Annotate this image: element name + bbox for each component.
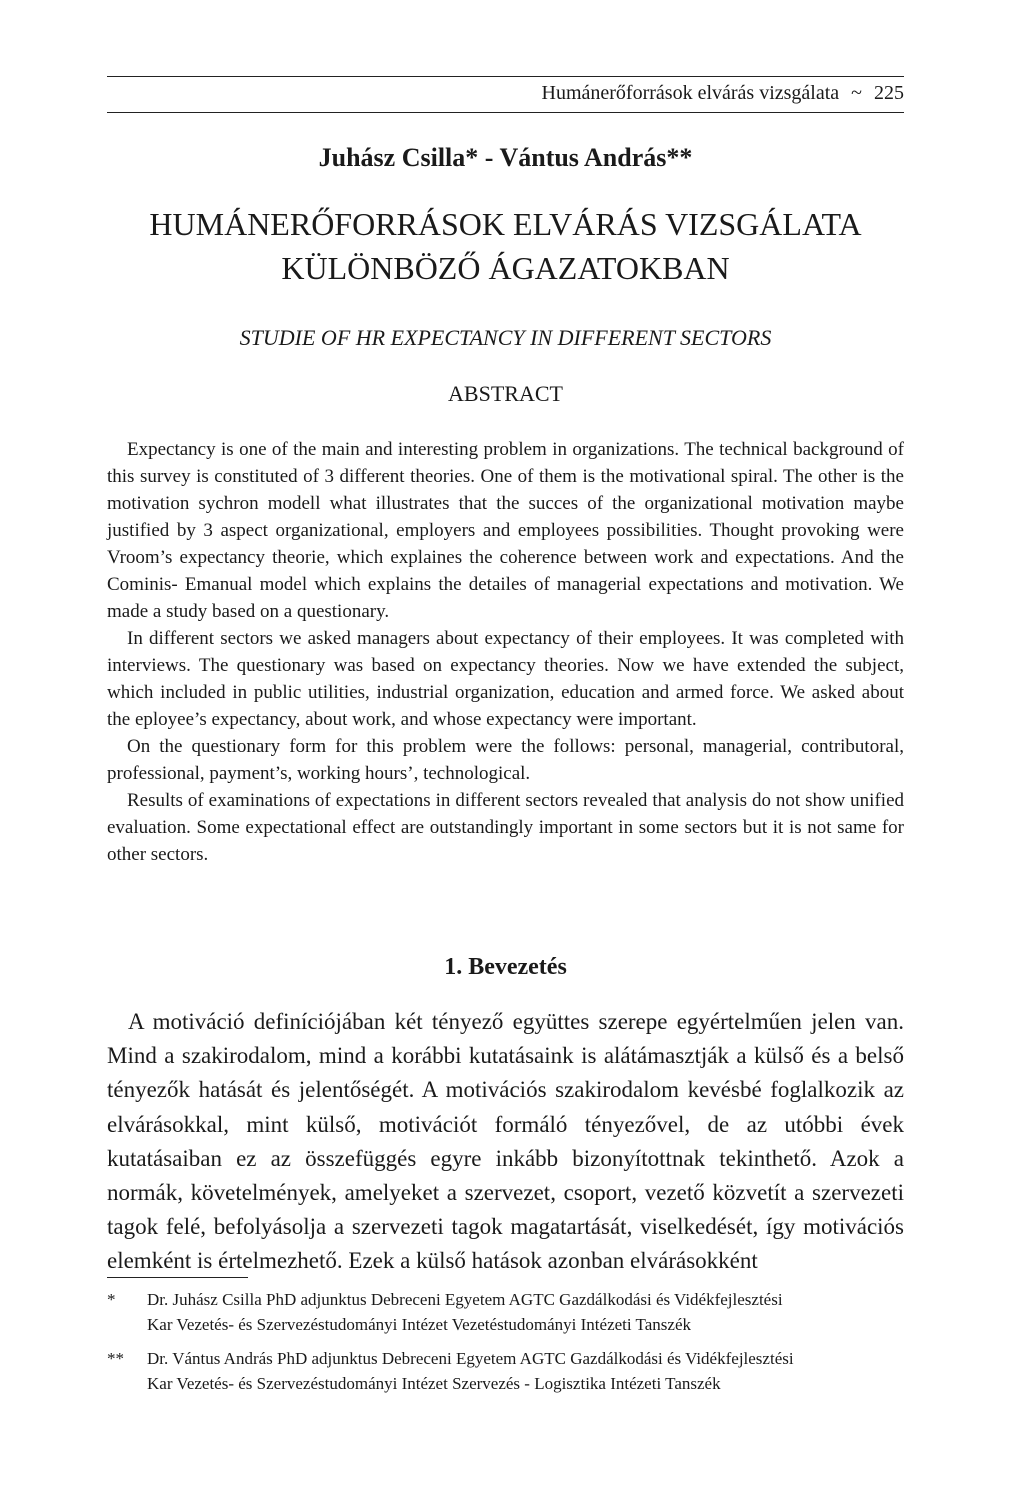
abstract-heading: ABSTRACT [448,381,563,406]
footnote-author-2 [107,1346,904,1396]
footnote-line: Dr. Vántus András PhD adjunktus Debreceni Egyetem AGTC Gazdálkodási és Vidékfejlesztési [147,1349,794,1368]
running-title: Humánerőforrások elvárás vizsgálata [541,81,840,104]
article-title-line-1: HUMÁNERŐFORRÁSOK ELVÁRÁS VIZSGÁLATA [149,206,862,242]
abstract-body [107,436,904,868]
body-paragraph: A motiváció definíciójában két tényező együttes szerepe egyértelműen jelen van. Mind a szakirodalom, mind a korábbi kutatásaink is alátámasztják a külső és a belső tényezők hatását és jelentőségét. A motivációs szakirodalom kevésbé foglalkozik az elvárásokkal, mint külső, motivációt formáló tényezővel, de az utóbbi évek kutatásaiban ez az összefüggés egyre inkább bizonyítottnak tekinthető. Azok a normák, követelmények, amelyeket a szervezet, csoport, vezető közvetít a szervezeti tagok felé, befolyásolja a szervezeti tagok magatartását, viselkedését, így motivációs elemként is értelmezhető. Ezek a külső hatások azonban elvárásokként [107,1009,904,1274]
footnote-line: Dr. Juhász Csilla PhD adjunktus Debreceni Egyetem AGTC Gazdálkodási és Vidékfejlesztési [147,1290,783,1309]
running-head-separator: ~ [851,81,862,104]
footnote-author-1 [107,1287,904,1337]
footnotes [107,1287,904,1405]
footnote-mark: * [107,1290,116,1309]
footnote-text [147,1346,904,1396]
footnote-line: Kar Vezetés- és Szervezéstudományi Intézet Szervezés - Logisztika Intézeti Tanszék [147,1374,721,1393]
abstract-paragraph: Expectancy is one of the main and interesting problem in organizations. The technical background of this survey is constituted of 3 different theories. One of them is the motivational spiral. The other is the motivation sychron modell what illustrates that the succes of the organizational motivation maybe justified by 3 aspect organizational, employers and employees possibilities. Thought provoking were Vroom’s expectancy theorie, which explaines the coherence between work and expectations. And the Cominis- Emanual model which explains the detailes of managerial expectations and motivation. We made a study based on a questionary. [107,439,904,622]
article-title [107,202,904,290]
footnote-text [147,1287,904,1337]
section-heading: 1. Bevezetés [444,954,567,980]
abstract-paragraph: Results of examinations of expectations in different sectors revealed that analysis do not show unified evaluation. Some expectational effect are outstandingly important in some sectors but it is not same for other sectors. [107,790,904,865]
section-body [107,1005,904,1279]
article-subtitle: STUDIE OF HR EXPECTANCY IN DIFFERENT SECTORS [239,325,772,350]
header-rule-bottom [107,112,904,113]
page-number: 225 [874,81,904,104]
footnote-rule [107,1277,248,1278]
running-head [107,79,904,107]
article-authors: Juhász Csilla* - Vántus András** [318,143,693,172]
header-rule-top [107,76,904,77]
footnote-line: Kar Vezetés- és Szervezéstudományi Intézet Vezetéstudományi Intézeti Tanszék [147,1315,692,1334]
footnote-mark: ** [107,1349,124,1368]
abstract-paragraph: In different sectors we asked managers about expectancy of their employees. It was completed with interviews. The questionary was based on expectancy theories. Now we have extended the subject, which included in public utilities, industrial organization, education and armed force. We asked about the eployee’s expectancy, about work, and whose expectancy were important. [107,628,904,730]
article-title-line-2: KÜLÖNBÖZŐ ÁGAZATOKBAN [281,250,730,286]
abstract-paragraph: On the questionary form for this problem were the follows: personal, managerial, contributoral, professional, payment’s, working hours’, technological. [107,736,904,784]
